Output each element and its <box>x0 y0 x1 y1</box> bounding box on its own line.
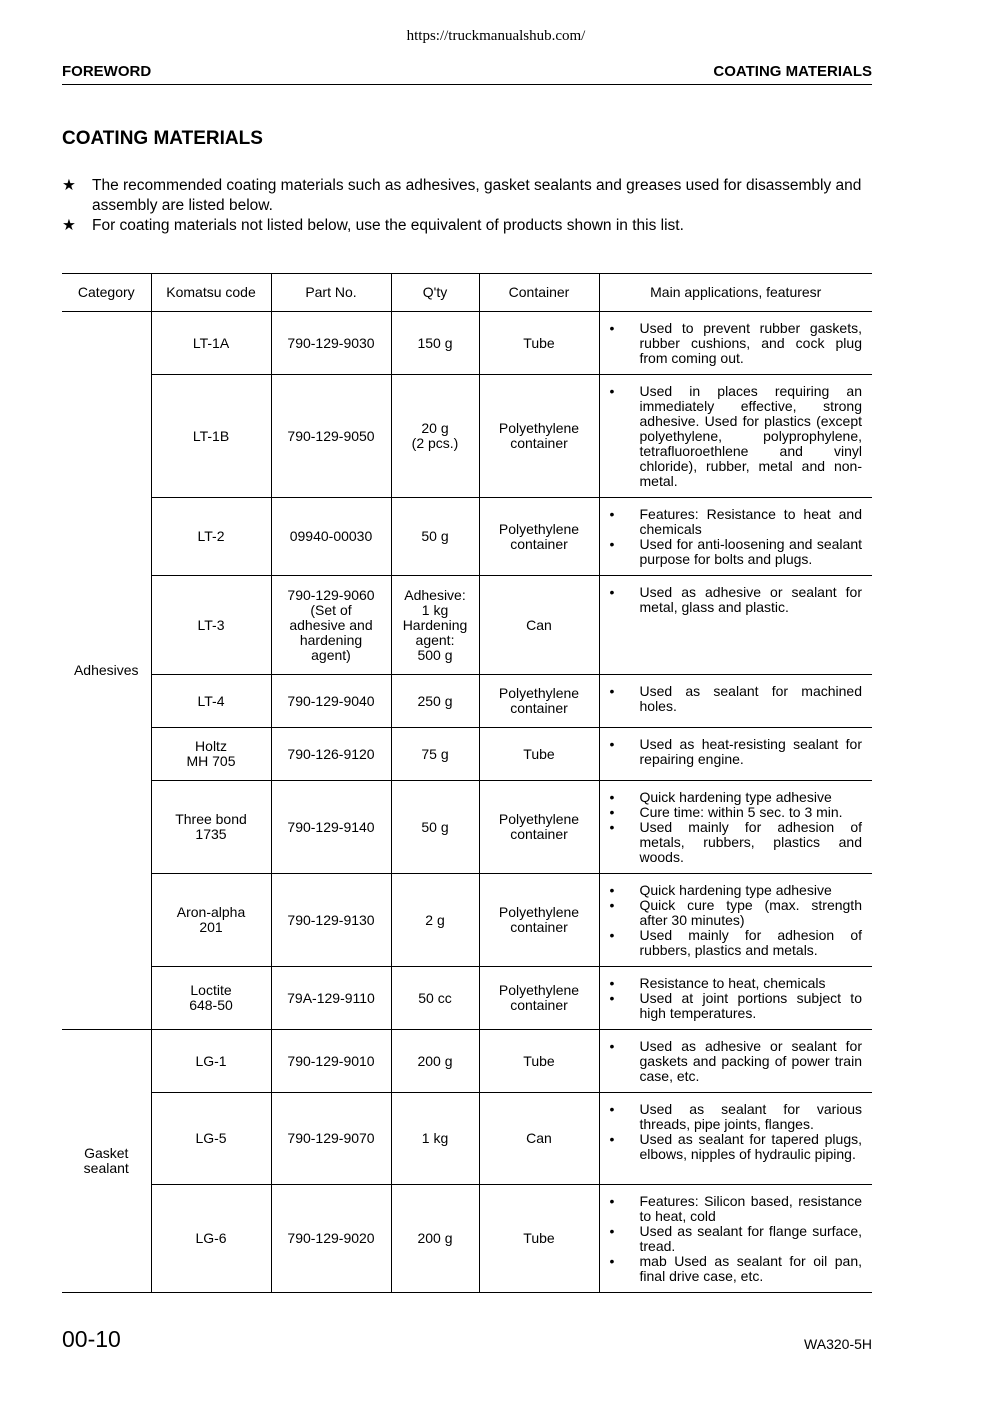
category-adhesives: Adhesives <box>62 312 151 1030</box>
komatsu-code-cell: LT-4 <box>151 675 271 728</box>
komatsu-code-cell: Holtz MH 705 <box>151 728 271 781</box>
application-text: Cure time: within 5 sec. to 3 min. <box>639 804 843 820</box>
applications-cell <box>599 1185 872 1293</box>
applications-cell <box>599 1093 872 1185</box>
application-text: Quick cure type (max. strength after 30 minutes) <box>639 897 862 928</box>
komatsu-code-cell: LT-3 <box>151 576 271 675</box>
qty-cell: 2 g <box>391 874 479 967</box>
table-row <box>62 576 872 675</box>
komatsu-code-cell: LT-1B <box>151 375 271 498</box>
container-cell: Tube <box>479 1185 599 1293</box>
application-item <box>610 537 863 567</box>
part-no-cell: 09940-00030 <box>271 498 391 576</box>
container-cell: Tube <box>479 312 599 375</box>
table-row <box>62 781 872 874</box>
applications-list <box>610 384 863 489</box>
part-no-cell: 790-126-9120 <box>271 728 391 781</box>
qty-cell: 200 g <box>391 1030 479 1093</box>
header-container: Container <box>479 274 599 312</box>
application-text: Used as heat-resisting sealant for repairing engine. <box>639 736 862 767</box>
qty-cell: 20 g (2 pcs.) <box>391 375 479 498</box>
bullet-icon: • <box>609 804 615 820</box>
bullet-icon: • <box>609 536 615 552</box>
application-item <box>610 805 863 820</box>
application-text: Used mainly for adhesion of metals, rubbers, plastics and woods. <box>639 819 862 865</box>
header-main-applications: Main applications, featuresr <box>599 274 872 312</box>
application-item <box>610 898 863 928</box>
applications-list <box>610 507 863 567</box>
container-cell: Tube <box>479 728 599 781</box>
note-item <box>62 176 874 216</box>
star-icon: ★ <box>62 217 76 234</box>
komatsu-code-cell: Aron-alpha 201 <box>151 874 271 967</box>
komatsu-code-cell: Loctite 648-50 <box>151 967 271 1030</box>
application-item <box>610 1254 863 1284</box>
qty-cell: 150 g <box>391 312 479 375</box>
qty-cell: 1 kg <box>391 1093 479 1185</box>
application-text: Used as sealant for various threads, pipe joints, flanges. <box>639 1101 862 1132</box>
applications-list <box>610 883 863 958</box>
table-header-row <box>62 274 872 312</box>
part-no-cell: 790-129-9070 <box>271 1093 391 1185</box>
container-cell: Can <box>479 576 599 675</box>
applications-list <box>610 737 863 767</box>
komatsu-code-cell: LT-1A <box>151 312 271 375</box>
application-item <box>610 991 863 1021</box>
applications-list <box>610 585 863 615</box>
table-row <box>62 312 872 375</box>
header-category: Category <box>62 274 151 312</box>
bullet-icon: • <box>609 1131 615 1147</box>
application-item <box>610 883 863 898</box>
application-item <box>610 1132 863 1162</box>
application-item <box>610 585 863 615</box>
bullet-icon: • <box>609 1193 615 1209</box>
applications-list <box>610 1039 863 1084</box>
application-item <box>610 928 863 958</box>
container-cell: Polyethylene container <box>479 874 599 967</box>
notes <box>62 176 874 236</box>
bullet-icon: • <box>609 506 615 522</box>
table-row <box>62 967 872 1030</box>
applications-list <box>610 684 863 714</box>
applications-list <box>610 976 863 1021</box>
model-number: WA320-5H <box>804 1336 872 1352</box>
table-row <box>62 375 872 498</box>
bullet-icon: • <box>609 320 615 336</box>
applications-cell <box>599 728 872 781</box>
bullet-icon: • <box>609 882 615 898</box>
qty-cell: 200 g <box>391 1185 479 1293</box>
container-cell: Polyethylene container <box>479 375 599 498</box>
note-text: For coating materials not listed below, use the equivalent of products shown in this list. <box>92 217 684 234</box>
container-cell: Polyethylene container <box>479 675 599 728</box>
star-icon: ★ <box>62 177 76 194</box>
qty-cell: 50 g <box>391 781 479 874</box>
application-item <box>610 737 863 767</box>
container-cell: Tube <box>479 1030 599 1093</box>
application-item <box>610 384 863 489</box>
application-text: Used as sealant for flange surface, tread. <box>639 1223 862 1254</box>
bullet-icon: • <box>609 584 615 600</box>
application-item <box>610 1039 863 1084</box>
application-text: Used at joint portions subject to high temperatures. <box>639 990 862 1021</box>
applications-list <box>610 1102 863 1162</box>
part-no-cell: 790-129-9040 <box>271 675 391 728</box>
application-text: Used as adhesive or sealant for metal, glass and plastic. <box>639 584 862 615</box>
application-text: Features: Resistance to heat and chemicals <box>639 506 862 537</box>
komatsu-code-cell: LT-2 <box>151 498 271 576</box>
application-text: Used in places requiring an immediately effective, strong adhesive. Used for plastics (except polyethylene, polyprophylene, tetrafluoroethlene and vinyl chloride), rubber, metal and non-metal. <box>639 383 862 489</box>
applications-list <box>610 321 863 366</box>
bullet-icon: • <box>609 1038 615 1054</box>
application-item <box>610 684 863 714</box>
qty-cell: 250 g <box>391 675 479 728</box>
part-no-cell: 79A-129-9110 <box>271 967 391 1030</box>
application-item <box>610 507 863 537</box>
bullet-icon: • <box>609 736 615 752</box>
application-text: Quick hardening type adhesive <box>639 789 832 805</box>
bullet-icon: • <box>609 789 615 805</box>
part-no-cell: 790-129-9140 <box>271 781 391 874</box>
table-body <box>62 312 872 1293</box>
application-text: Quick hardening type adhesive <box>639 882 832 898</box>
application-item <box>610 1224 863 1254</box>
container-cell: Can <box>479 1093 599 1185</box>
applications-cell <box>599 312 872 375</box>
application-text: Used as adhesive or sealant for gaskets and packing of power train case, etc. <box>639 1038 862 1084</box>
container-cell: Polyethylene container <box>479 781 599 874</box>
source-url[interactable]: https://truckmanualshub.com/ <box>406 28 586 44</box>
komatsu-code-cell: Three bond 1735 <box>151 781 271 874</box>
bullet-icon: • <box>609 819 615 835</box>
qty-cell: 50 cc <box>391 967 479 1030</box>
application-item <box>610 321 863 366</box>
komatsu-code-cell: LG-1 <box>151 1030 271 1093</box>
application-text: Used for anti-loosening and sealant purpose for bolts and plugs. <box>639 536 862 567</box>
table-row <box>62 874 872 967</box>
applications-cell <box>599 498 872 576</box>
page-number: 00-10 <box>62 1326 121 1352</box>
header-topic: COATING MATERIALS <box>713 63 872 80</box>
application-item <box>610 1194 863 1224</box>
application-text: Used to prevent rubber gaskets, rubber cushions, and cock plug from coming out. <box>639 320 862 366</box>
applications-cell <box>599 874 872 967</box>
bullet-icon: • <box>609 897 615 913</box>
bullet-icon: • <box>609 683 615 699</box>
application-text: Used as sealant for tapered plugs, elbows, nipples of hydraulic piping. <box>639 1131 862 1162</box>
applications-cell <box>599 576 872 675</box>
header-komatsu-code: Komatsu code <box>151 274 271 312</box>
application-text: Features: Silicon based, resistance to heat, cold <box>639 1193 862 1224</box>
application-item <box>610 1102 863 1132</box>
header-rule <box>62 84 872 85</box>
qty-cell: 75 g <box>391 728 479 781</box>
part-no-cell: 790-129-9130 <box>271 874 391 967</box>
application-item <box>610 976 863 991</box>
table-row <box>62 728 872 781</box>
table-row <box>62 1093 872 1185</box>
bullet-icon: • <box>609 927 615 943</box>
applications-cell <box>599 781 872 874</box>
applications-list <box>610 1194 863 1284</box>
komatsu-code-cell: LG-5 <box>151 1093 271 1185</box>
applications-list <box>610 790 863 865</box>
application-item <box>610 790 863 805</box>
application-text: Used mainly for adhesion of rubbers, plastics and metals. <box>639 927 862 958</box>
table-row <box>62 1030 872 1093</box>
application-text: Used as sealant for machined holes. <box>639 683 862 714</box>
coating-materials-table <box>62 273 872 1293</box>
part-no-cell: 790-129-9030 <box>271 312 391 375</box>
bullet-icon: • <box>609 1223 615 1239</box>
part-no-cell: 790-129-9020 <box>271 1185 391 1293</box>
category-gasket-sealant: Gasket sealant <box>62 1030 151 1293</box>
table-row <box>62 498 872 576</box>
table-row <box>62 1185 872 1293</box>
qty-cell: Adhesive: 1 kg Hardening agent: 500 g <box>391 576 479 675</box>
part-no-cell: 790-129-9060 (Set of adhesive and hardening agent) <box>271 576 391 675</box>
qty-cell: 50 g <box>391 498 479 576</box>
applications-cell <box>599 675 872 728</box>
note-item <box>62 216 874 236</box>
komatsu-code-cell: LG-6 <box>151 1185 271 1293</box>
part-no-cell: 790-129-9050 <box>271 375 391 498</box>
bullet-icon: • <box>609 990 615 1006</box>
container-cell: Polyethylene container <box>479 967 599 1030</box>
application-item <box>610 820 863 865</box>
bullet-icon: • <box>609 975 615 991</box>
page-title: COATING MATERIALS <box>62 128 263 149</box>
header-section: FOREWORD <box>62 63 152 80</box>
application-text: mab Used as sealant for oil pan, final drive case, etc. <box>639 1253 862 1284</box>
header-part-no: Part No. <box>271 274 391 312</box>
bullet-icon: • <box>609 383 615 399</box>
applications-cell <box>599 375 872 498</box>
applications-cell <box>599 1030 872 1093</box>
container-cell: Polyethylene container <box>479 498 599 576</box>
applications-cell <box>599 967 872 1030</box>
header-qty: Q'ty <box>391 274 479 312</box>
note-text: The recommended coating materials such as adhesives, gasket sealants and greases used for disassembly and assembly are listed below. <box>92 177 862 214</box>
application-text: Resistance to heat, chemicals <box>639 975 826 991</box>
bullet-icon: • <box>609 1101 615 1117</box>
table-row <box>62 675 872 728</box>
bullet-icon: • <box>609 1253 615 1269</box>
part-no-cell: 790-129-9010 <box>271 1030 391 1093</box>
